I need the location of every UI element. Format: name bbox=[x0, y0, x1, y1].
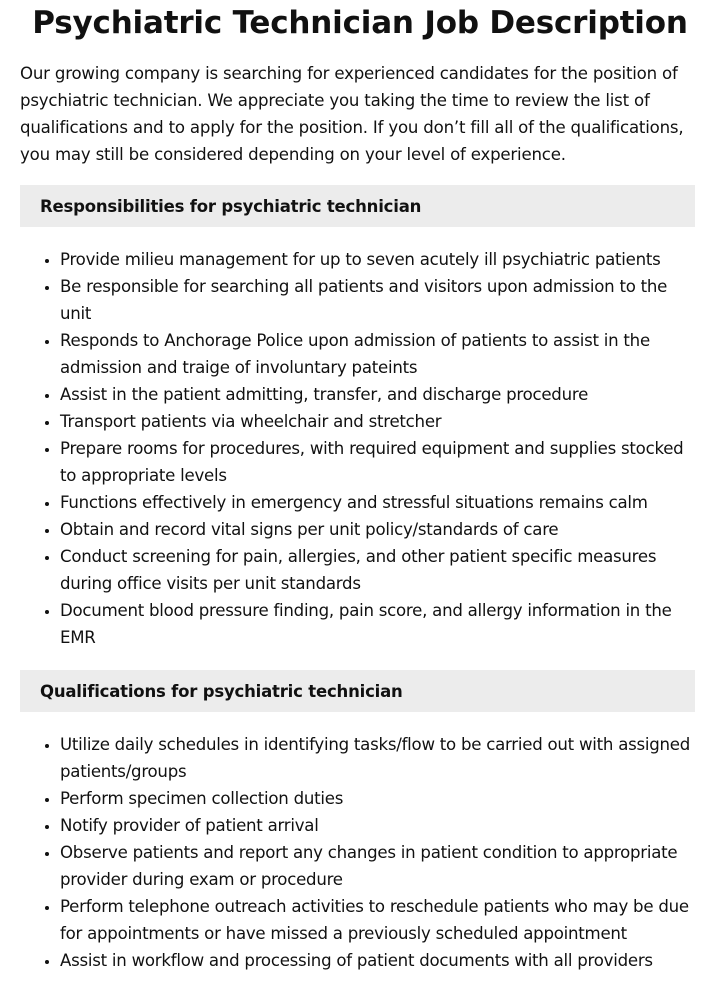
list-item: • Prepare rooms for procedures, with required equipment and supplies stocked to appropriate levels bbox=[60, 435, 695, 489]
list-item: • Conduct screening for pain, allergies, and other patient specific measures during office visits per unit standards bbox=[60, 543, 695, 597]
list-item: • Provide milieu management for up to seven acutely ill psychiatric patients bbox=[60, 246, 695, 273]
list-item: • Functions effectively in emergency and stressful situations remains calm bbox=[60, 489, 695, 516]
page-title: Psychiatric Technician Job Description bbox=[32, 5, 688, 41]
list-item: • Document blood pressure finding, pain score, and allergy information in the EMR bbox=[60, 597, 695, 651]
list-item: • Transport patients via wheelchair and stretcher bbox=[60, 408, 695, 435]
list-item: • Perform specimen collection duties bbox=[60, 785, 695, 812]
responsibilities-heading: Responsibilities for psychiatric technician bbox=[20, 185, 695, 227]
qualifications-list bbox=[20, 731, 695, 974]
list-item: • Be responsible for searching all patients and visitors upon admission to the unit bbox=[60, 273, 695, 327]
qualifications-heading: Qualifications for psychiatric technician bbox=[20, 670, 695, 712]
list-item: • Perform telephone outreach activities to reschedule patients who may be due for appointments or have missed a previously scheduled appointment bbox=[60, 893, 695, 947]
list-item: • Assist in workflow and processing of patient documents with all providers bbox=[60, 947, 695, 974]
responsibilities-list bbox=[20, 246, 695, 651]
intro-paragraph: Our growing company is searching for experienced candidates for the position of psychiatric technician. We appreciate you taking the time to review the list of qualifications and to apply for the position. If you don’t fill all of the qualifications, you may still be considered depending on your level of experience. bbox=[20, 64, 684, 164]
list-item: • Notify provider of patient arrival bbox=[60, 812, 695, 839]
list-item: • Assist in the patient admitting, transfer, and discharge procedure bbox=[60, 381, 695, 408]
list-item: • Responds to Anchorage Police upon admission of patients to assist in the admission and traige of involuntary pateints bbox=[60, 327, 695, 381]
list-item: • Utilize daily schedules in identifying tasks/flow to be carried out with assigned patients/groups bbox=[60, 731, 695, 785]
list-item: • Observe patients and report any changes in patient condition to appropriate provider during exam or procedure bbox=[60, 839, 695, 893]
list-item: • Obtain and record vital signs per unit policy/standards of care bbox=[60, 516, 695, 543]
